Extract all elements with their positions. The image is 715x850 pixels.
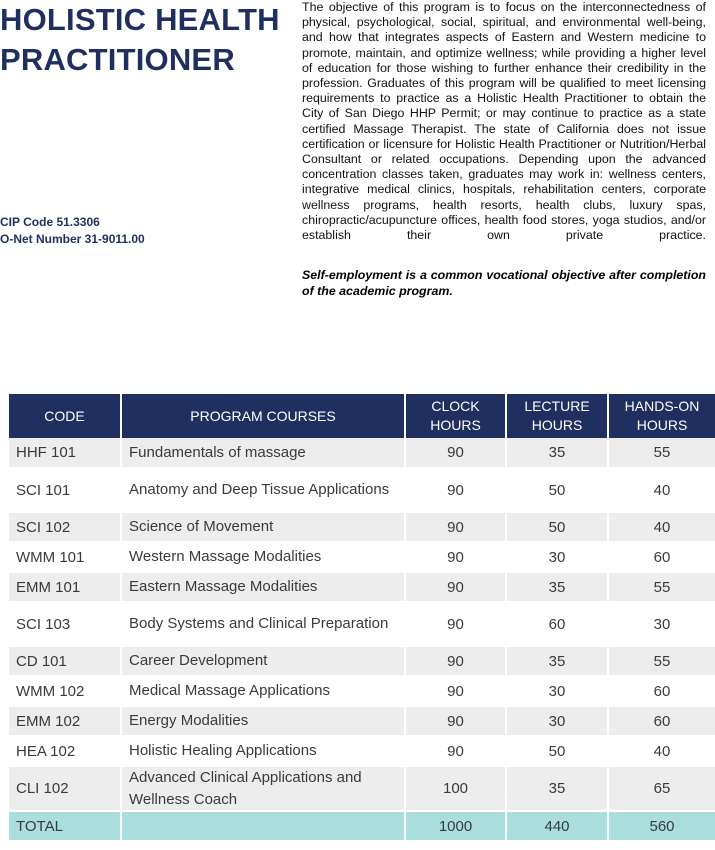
handson-hours: 60 xyxy=(608,676,715,706)
table-row xyxy=(9,438,715,468)
course-code: EMM 101 xyxy=(9,572,121,602)
clock-hours: 90 xyxy=(405,736,506,766)
clock-hours: 90 xyxy=(405,468,506,512)
clock-hours: 90 xyxy=(405,706,506,736)
course-code: HHF 101 xyxy=(9,438,121,468)
table-row xyxy=(9,736,715,766)
lecture-hours: 35 xyxy=(506,572,608,602)
onet-number: O-Net Number 31-9011.00 xyxy=(0,232,145,246)
course-code: EMM 102 xyxy=(9,706,121,736)
lecture-hours: 30 xyxy=(506,676,608,706)
handson-hours: 30 xyxy=(608,602,715,646)
course-name: Energy Modalities xyxy=(121,706,405,736)
course-name: Body Systems and Clinical Preparation xyxy=(121,602,405,646)
lecture-hours: 35 xyxy=(506,766,608,811)
lecture-hours: 50 xyxy=(506,468,608,512)
handson-hours: 55 xyxy=(608,438,715,468)
title-line-2: PRACTITIONER xyxy=(0,42,235,77)
lecture-hours: 50 xyxy=(506,736,608,766)
handson-hours: 55 xyxy=(608,572,715,602)
courses-table xyxy=(9,394,715,842)
total-lecture-hours: 440 xyxy=(506,811,608,841)
header-courses: PROGRAM COURSES xyxy=(121,394,405,438)
clock-hours: 90 xyxy=(405,438,506,468)
title-line-1: HOLISTIC HEALTH xyxy=(0,2,280,37)
cip-code: CIP Code 51.3306 xyxy=(0,215,100,229)
lecture-hours: 50 xyxy=(506,512,608,542)
handson-hours: 65 xyxy=(608,766,715,811)
lecture-hours: 35 xyxy=(506,438,608,468)
total-handson-hours: 560 xyxy=(608,811,715,841)
course-name: Fundamentals of massage xyxy=(121,438,405,468)
course-name: Holistic Healing Applications xyxy=(121,736,405,766)
clock-hours: 90 xyxy=(405,542,506,572)
table-header-row xyxy=(9,394,715,438)
table-row xyxy=(9,706,715,736)
table-row xyxy=(9,572,715,602)
handson-hours: 60 xyxy=(608,542,715,572)
clock-hours: 90 xyxy=(405,602,506,646)
clock-hours: 90 xyxy=(405,512,506,542)
table-row xyxy=(9,646,715,676)
total-clock-hours: 1000 xyxy=(405,811,506,841)
course-code: SCI 102 xyxy=(9,512,121,542)
program-description: The objective of this program is to focus on the interconnectedness of physical, psychological, social, spiritual, and environmental well-being, and how that integrates aspects of Eastern and Western medicine to promote, maintain, and optimize wellness; while providing a higher level of education for those wishing to further enhance their credibility in the profession. Graduates of this program will be qualified to meet licensing requirements to practice as a Holistic Health Practitioner to obtain the City of San Diego HHP Permit; or may continue to practice as a state certified Massage Therapist. The state of California does not issue certification or licensure for Holistic Health Practitioner or Nutrition/Herbal Consultant or related occupations. Depending upon the advanced concentration classes taken, graduates may work in: wellness centers, integrative medical clinics, hospitals, rehabilitation centers, corporate wellness programs, health resorts, health clubs, luxury spas, chiropractic/acupuncture offices, health food stores, yoga studios, and/or establish their own private practice. xyxy=(302,0,706,243)
course-name: Career Development xyxy=(121,646,405,676)
course-code: SCI 101 xyxy=(9,468,121,512)
clock-hours: 100 xyxy=(405,766,506,811)
lecture-hours: 35 xyxy=(506,646,608,676)
header-clock-hours: CLOCK HOURS xyxy=(405,394,506,438)
table-row xyxy=(9,512,715,542)
course-code: SCI 103 xyxy=(9,602,121,646)
clock-hours: 90 xyxy=(405,572,506,602)
total-name xyxy=(121,811,405,841)
course-name: Science of Movement xyxy=(121,512,405,542)
header-lecture-hours: LECTURE HOURS xyxy=(506,394,608,438)
course-name: Advanced Clinical Applications and Wellness Coach xyxy=(121,766,405,811)
course-code: HEA 102 xyxy=(9,736,121,766)
course-name: Medical Massage Applications xyxy=(121,676,405,706)
course-name: Anatomy and Deep Tissue Applications xyxy=(121,468,405,512)
lecture-hours: 30 xyxy=(506,706,608,736)
page-title xyxy=(0,0,295,80)
clock-hours: 90 xyxy=(405,676,506,706)
table-total-row xyxy=(9,811,715,841)
handson-hours: 40 xyxy=(608,736,715,766)
total-label: TOTAL xyxy=(9,811,121,841)
handson-hours: 60 xyxy=(608,706,715,736)
program-note: Self-employment is a common vocational objective after completion of the academic program. xyxy=(302,268,706,298)
course-code: CD 101 xyxy=(9,646,121,676)
handson-hours: 55 xyxy=(608,646,715,676)
table-row xyxy=(9,766,715,811)
course-code: WMM 102 xyxy=(9,676,121,706)
table-row xyxy=(9,542,715,572)
table-row xyxy=(9,468,715,512)
header-code: CODE xyxy=(9,394,121,438)
lecture-hours: 60 xyxy=(506,602,608,646)
lecture-hours: 30 xyxy=(506,542,608,572)
course-code: CLI 102 xyxy=(9,766,121,811)
header-handson-hours: HANDS-ON HOURS xyxy=(608,394,715,438)
course-code: WMM 101 xyxy=(9,542,121,572)
handson-hours: 40 xyxy=(608,468,715,512)
table-row xyxy=(9,676,715,706)
course-name: Western Massage Modalities xyxy=(121,542,405,572)
program-codes xyxy=(0,214,145,248)
course-name: Eastern Massage Modalities xyxy=(121,572,405,602)
table-row xyxy=(9,602,715,646)
clock-hours: 90 xyxy=(405,646,506,676)
handson-hours: 40 xyxy=(608,512,715,542)
